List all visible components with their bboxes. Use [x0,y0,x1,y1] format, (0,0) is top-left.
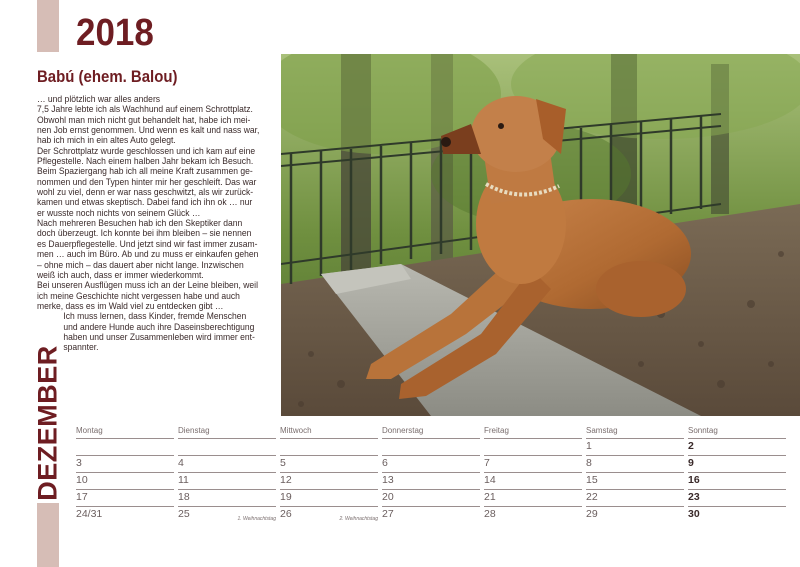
weekday-label: Dienstag [178,426,210,435]
story-line: wohl zu viel, denn er war nass geschwitzt, als wir zurück- [37,187,254,198]
date-cell[interactable] [178,489,276,506]
date-cell[interactable] [382,506,480,523]
date-cell[interactable] [586,472,684,489]
date-cell[interactable] [484,506,582,523]
story-line: Pflegestelle. Nach einem halben Jahr bekam ich Besuch. [37,156,254,167]
date-cell[interactable] [76,472,174,489]
story-line: nommen und den Typen hinter mir her geschleift. Das war [37,176,257,187]
date-cell[interactable] [76,489,174,506]
date-number: 6 [382,457,388,469]
date-number: 15 [586,474,598,486]
date-cell[interactable] [688,472,786,489]
date-number: 12 [280,474,292,486]
story-line: – ohne mich – das dauert aber nicht lange. Inzwischen [37,259,244,270]
date-number: 26 [280,508,292,520]
story-line: Ich muss lernen, dass Kinder, fremde Menschen [63,311,247,322]
year-heading: 2018 [76,12,154,54]
date-cell[interactable] [280,455,378,472]
side-bar-top [37,0,59,52]
story-line: Beim Spaziergang hab ich all meine Kraft zusammen ge- [37,166,253,177]
calendar-column-donnerstag [382,424,480,523]
date-number: 4 [178,457,184,469]
date-number: 27 [382,508,394,520]
story-text [37,94,287,353]
date-number: 18 [178,491,190,503]
calendar-column-samstag [586,424,684,523]
date-cell[interactable] [586,438,684,455]
weekday-label: Mittwoch [280,426,312,435]
date-cell[interactable] [382,455,480,472]
date-cell[interactable] [688,489,786,506]
date-number: 24/31 [76,508,103,520]
date-number: 10 [76,474,88,486]
dog-name-title: Babú (ehem. Balou) [37,67,178,86]
date-cell[interactable] [280,489,378,506]
story-line: men … auch im Büro. Ab und zu muss er einkaufen gehen [37,249,259,260]
date-cell[interactable] [688,506,786,523]
calendar-grid [76,424,782,524]
date-cell[interactable] [382,472,480,489]
weekday-label: Sonntag [688,426,718,435]
date-number: 11 [178,474,189,486]
holiday-label: 2. Weihnachtstag [339,516,378,522]
weekday-label: Freitag [484,426,509,435]
date-cell[interactable] [484,489,582,506]
date-number: 23 [688,491,700,503]
story-line: und andere Hunde auch ihre Daseinsberechtigung [63,321,255,332]
date-number: 13 [382,474,394,486]
story-line: 7,5 Jahre lebte ich als Wachhund auf einem Schrottplatz. [37,104,253,115]
holiday-label: 1. Weihnachtstag [237,516,276,522]
date-number: 17 [76,491,88,503]
story-line: Nach mehreren Besuchen hab ich den Skeptiker dann [37,218,243,229]
date-cell[interactable] [484,455,582,472]
date-cell[interactable] [178,506,276,523]
date-number: 29 [586,508,598,520]
date-number: 8 [586,457,592,469]
month-name: DEZEMBER [32,344,63,501]
date-cell[interactable] [586,506,684,523]
date-number: 1 [586,440,592,452]
date-cell[interactable] [280,506,378,523]
story-line: er wusste noch nichts von seinem Glück … [37,207,201,218]
date-number: 14 [484,474,496,486]
date-number: 20 [382,491,394,503]
date-cell[interactable] [178,438,276,455]
date-cell[interactable] [76,506,174,523]
story-line: merke, dass es im Wald viel zu entdecken gibt … [37,300,224,311]
date-number: 22 [586,491,598,503]
story-line: haben und unser Zusammenleben wird immer ent- [63,331,255,342]
date-cell[interactable] [688,455,786,472]
date-cell[interactable] [484,438,582,455]
calendar-column-montag [76,424,174,523]
date-number: 30 [688,508,700,520]
date-cell[interactable] [178,472,276,489]
date-cell[interactable] [178,455,276,472]
story-line: hab ich mich in ein altes Auto gelegt. [37,135,176,146]
weekday-label: Donnerstag [382,426,424,435]
date-number: 19 [280,491,292,503]
date-number: 25 [178,508,190,520]
calendar-column-dienstag [178,424,276,523]
date-cell[interactable] [586,455,684,472]
story-line: es Dauerpflegestelle. Und jetzt sind wir fast immer zusam- [37,238,258,249]
dog-photo [281,54,800,416]
story-line: Der Schrottplatz wurde geschlossen und ich kam auf eine [37,145,256,156]
calendar-column-sonntag [688,424,786,523]
date-number: 28 [484,508,496,520]
calendar-column-mittwoch [280,424,378,523]
story-line: Bei unseren Ausflügen muss ich an der Leine bleiben, weil [37,280,258,291]
weekday-label: Samstag [586,426,618,435]
date-number: 16 [688,474,700,486]
weekday-label: Montag [76,426,103,435]
calendar-column-freitag [484,424,582,523]
story-line: Obwohl man mich nicht gut behandelt hat, habe ich mei- [37,114,251,125]
date-number: 5 [280,457,286,469]
date-number: 2 [688,440,694,452]
date-number: 7 [484,457,490,469]
date-cell[interactable] [484,472,582,489]
story-line: nen Job ernst genommen. Und wenn es kalt und nass war, [37,125,260,136]
date-number: 3 [76,457,82,469]
date-cell[interactable] [76,438,174,455]
month-label [33,345,63,500]
date-cell[interactable] [76,455,174,472]
date-cell[interactable] [688,438,786,455]
story-line: doch überzeugt. Ich konnte bei ihm bleiben – sie nennen [37,228,252,239]
story-line: spannter. [63,342,99,353]
date-cell[interactable] [280,438,378,455]
story-line: … und plötzlich war alles anders [37,94,161,104]
date-number: 21 [484,491,496,503]
date-cell[interactable] [280,472,378,489]
date-cell[interactable] [382,438,480,455]
date-cell[interactable] [382,489,480,506]
story-line: weiß ich auch, dass er immer wiederkommt. [37,269,204,280]
story-line: kamen und etwas skeptisch. Dabei fand ich ihn ok … nur [37,197,253,208]
date-number: 9 [688,457,694,469]
story-line: ich meine Geschichte nicht vergessen habe und auch [37,290,240,301]
date-cell[interactable] [586,489,684,506]
side-bar-bottom [37,503,59,567]
